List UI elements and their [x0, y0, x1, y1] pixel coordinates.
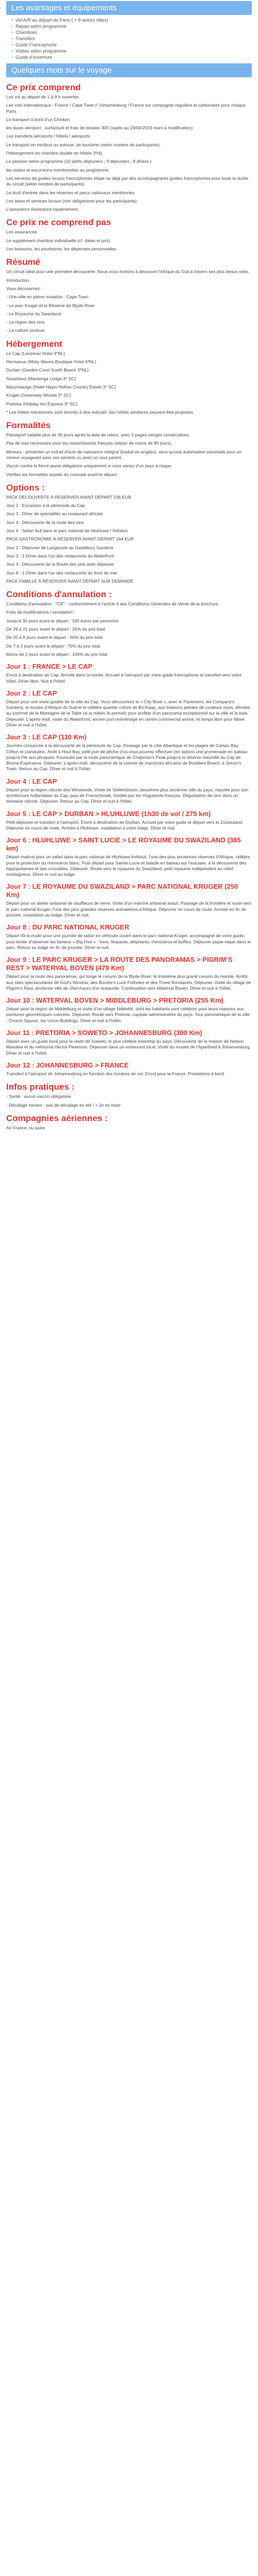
section-paragraph: Jour 4 : Découverte de la Route des vins avec déjeuner	[6, 562, 115, 567]
section-title: Résumé	[6, 257, 41, 267]
section-title: Infos pratiques :	[6, 1082, 75, 1092]
section-paragraph: l'hébergement en chambre double en hôtels 3*nl).	[6, 150, 103, 156]
section-title: Ce prix comprend	[6, 82, 81, 92]
section-paragraph: La pension selon programme (10 petits déjeuners ; 9 déjeuners ; 8 dîners )	[6, 159, 152, 164]
section-paragraph: Jour 4 : Découverte de la route des vins	[6, 519, 84, 525]
highlight-item: • Chambres	[11, 29, 252, 36]
section-paragraph: Frais de modifications / annulation :	[6, 609, 75, 615]
section-paragraph: Vérifiez les formalités auprès du consulat avant le départ.	[6, 471, 118, 477]
section-paragraph: L'assurance Assistance rapatriement	[6, 207, 78, 212]
section-paragraph: De 29 à 21 jours avant le départ : 25% du prix total	[6, 626, 105, 632]
section-paragraph: Transfert à l'aéroport de Johannesburg en fonction des horaires de vol. Envol pour la France. Prestations à bord.	[6, 1071, 225, 1076]
tips-banner: Quelques mots sur le voyage	[6, 63, 252, 77]
section-paragraph: les taxes aéroport ; surfacturé et frais de dossier 300 (sujets au 19/04/2019 mars à modification)	[6, 125, 193, 131]
section-paragraph: Moins de 2 jours avant le départ : 100% du prix total	[6, 651, 108, 657]
section-paragraph: Jour 2 : Excursion à la péninsule du Cap	[6, 503, 85, 509]
section-title: Conditions d'annulation :	[6, 589, 112, 600]
day-title: Jour 11 : PRETORIA > SOWETO > JOHANNESBURG (300 Km)	[6, 1029, 202, 1037]
section-paragraph: Les taxes et services locaux (non obligatoires pour les participants).	[6, 198, 138, 204]
section-paragraph: Le Cap (Lanzerac Hotel 4*NL)	[6, 350, 65, 356]
highlight-item: • Repas selon programme	[11, 23, 252, 29]
day-title: Jour 8 : DU PARC NATIONAL KRUGER	[6, 923, 130, 931]
highlight-item: • Vol A/R au départ de Paris ( + 8 autres villes)	[11, 17, 252, 23]
section-paragraph: Journée consacrée à la découverte de la péninsule du Cap. Passage par la côte Atlantique et les plages de Camps Bay, Clifton et Llandudno. Arrêt à Hout Bay, petit port de pêche d'où vous pourrez effectuer (en option) une promenade en bateau jusqu'à l'île aux phoques. Poursuite par la route panoramique de Chapman's Peak jusqu'à la réserve naturelle du Cap de Bonne-Espérance. Déjeuner. L'après-midi, découverte de la colonie de manchots africains de Boulders Beach, à Simon's Town. Retour au Cap. Dîner et nuit à l'hôtel.	[6, 743, 248, 772]
section-paragraph: Mineurs : présenter un extrait d'acte de naissance intégral (traduit en anglais), ainsi qu'une autorisation parentale pour un mineur voyageant sans ses parents ou avec un seul parent.	[6, 449, 241, 460]
section-paragraph: Départ pour la région viticole des Winelands. Visite de Stellenbosch, deuxième plus ancienne ville du pays, réputée pour son architecture hollandaise du Cap, puis de Franschhoek, fondée par les Huguenots français. Dégustation de vins dans un domaine viticole. Déjeuner. Retour au Cap. Dîner et nuit à l'hôtel.	[6, 787, 249, 804]
day-title: Jour 3 : LE CAP (110 Km)	[6, 733, 87, 741]
day-title: Jour 5 : LE CAP > DURBAN > HLUHLUWE (1h30 de vol / 275 km)	[6, 809, 211, 818]
section-paragraph: Départ avec un guide local pour la visite de Soweto, le plus célèbre township du pays. Découverte de la maison de Nelson Mandela et du mémorial Hector Pieterson. Déjeuner dans un restaurant local. Visite du musée de l'Apartheid à Johannesburg. Dîner et nuit à l'hôtel.	[6, 1039, 251, 1056]
section-paragraph: PACK FAMILLE À RÉSERVER AVANT DÉPART SUR DEMANDE	[6, 578, 134, 584]
section-title: Ce prix ne comprend pas	[6, 217, 111, 228]
section-paragraph: Jour 8 : 1 Dîner dans l'un des restaurants du front de mer	[6, 570, 118, 575]
section-paragraph: * Les hôtels mentionnés sont donnés à titre indicatif, des hôtels similaires peuvent être proposés	[6, 409, 194, 415]
section-paragraph: Départ matinal pour un safari dans le parc national de Hluhluwe-Imfolozi, l'une des plus anciennes réserves d'Afrique, célèbre pour la protection du rhinocéros blanc. Puis départ pour Sainte-Lucie et balade en bateau sur l'estuaire, à la découverte des hippopotames et des crocodiles. Déjeuner. Route vers le royaume du Swaziland, petit royaume indépendant au relief montagneux. Dîner et nuit au lodge.	[6, 854, 250, 877]
section-paragraph: Départ pour une visite guidée de la ville du Cap. Vous découvrirez le « City Bowl », avec le Parlement, les Company's Gardens, le musée d'Afrique du Sud et le célèbre quartier coloré de Bo-Kaap, aux maisons peintes de couleurs vives. Montée au sommet de la Montagne de la Table (si la météo le permet) pour profiter d'un panorama exceptionnel sur la ville et la baie. Déjeuner. L'après-midi, visite du Waterfront, ancien port réaménagé en centre commercial animé, et temps libre pour flâner. Dîner et nuit à l'hôtel.	[6, 699, 250, 727]
day-title: Jour 7 : LE ROYAUME DU SWAZILAND > PARC NATIONAL KRUGER (250 Km)	[6, 883, 238, 899]
section-paragraph: Les boissons, les pourboires, les dépenses personnelles	[6, 246, 117, 252]
section-paragraph: Durban (Garden Court South Beach 3*NL)	[6, 367, 89, 373]
section-paragraph: Les assurances	[6, 229, 37, 235]
day-title: Jour 1 : FRANCE > LE CAP	[6, 663, 93, 671]
section-paragraph: Jour 2 : 1 Dîner dans l'un des restaurants du Waterfront	[6, 553, 115, 558]
section-paragraph: - La culture zouloue	[6, 328, 45, 333]
section-paragraph: Pas de visa nécessaire pour les ressortissants français (séjour de moins de 90 jours).	[6, 440, 172, 446]
page-content	[0, 1, 258, 1131]
section-paragraph: Le supplément chambre individuelle (cf. dates et prix)	[6, 238, 110, 243]
section-paragraph: Le transport en minibus ou autocar, de tourisme (selon nombre de participants).	[6, 142, 161, 147]
section-paragraph: Jour 6 : Safari 4x4 dans le parc national de Hluhluwe / Imfolozi	[6, 528, 128, 534]
day-title: Jour 9 : LE PARC KRUGER > LA ROUTE DES PANORAMAS > PIGRIM'S REST > WATERVAL BOVEN (470 Km)	[6, 956, 233, 972]
section-paragraph: De 20 à 8 jours avant le départ : 50% du prix total	[6, 635, 103, 640]
section-paragraph: Départ pour la route des panoramas, qui longe le canyon de la Blyde River, le troisième plus grand canyon du monde. Arrêts aux sites spectaculaires de God's Window, des Bourke's Luck Potholes et des Three Rondavels. Déjeuner. Visite du village de Pilgrim's Rest, ancienne ville de chercheurs d'or restaurée. Continuation vers Waterval Boven. Dîner et nuit à l'hôtel.	[6, 974, 251, 991]
section-paragraph: Passeport valable plus de 30 jours après la date de retour, avec 2 pages vierges consécutives.	[6, 432, 190, 438]
day-title: Jour 4 : LE CAP	[6, 777, 57, 785]
section-paragraph: Conditions d'annulation : "CR" - conformément à l'article 4 des Conditions Générales de Vente de la brochure.	[6, 601, 220, 607]
section-title: Formalités	[6, 420, 51, 431]
highlight-item: • Guide d'ouverture	[11, 54, 252, 60]
day-title: Jour 2 : LE CAP	[6, 689, 57, 697]
section-title: Hébergement	[6, 338, 62, 349]
highlights-banner: Les avantages et équipements	[6, 1, 252, 15]
section-paragraph: Le transport à bord d'un Chicken	[6, 116, 70, 122]
section-paragraph: Air France, ou autre	[6, 1125, 45, 1130]
section-paragraph: - Santé : aucun vaccin obligatoire	[6, 1094, 71, 1099]
highlight-item: • Transfers	[11, 36, 252, 42]
section-paragraph: Les vol au départ de 1 à 9 h ouvertes.	[6, 94, 80, 99]
section-paragraph: Jour 2 : Déjeuner de Langouste au Gastebury Gardens	[6, 545, 114, 550]
section-paragraph: Pretoria (Holiday Inn Express 3* SC)	[6, 401, 77, 406]
section-paragraph: Les transferts aéroports / hôtels / aéroports	[6, 133, 90, 139]
section-paragraph: Départ pour un atelier artisanal de souffleurs de verre. Visite d'un marché artisanal swazi. Passage de la frontière et route vers le parc national Kruger, l'une des plus grandes réserves animalières d'Afrique. Déjeuner en cours de route. Arrivée en fin de journée, installation au lodge. Dîner et nuit.	[6, 901, 252, 918]
section-paragraph: Vous découvrirez :	[6, 285, 42, 291]
section-paragraph: PACK DÉCOUVERTE À RÉSERVER AVANT DÉPART 236 EUR	[6, 494, 132, 500]
section-paragraph: Vaccin contre la fièvre jaune obligatoire uniquement si vous venez d'un pays à risque.	[6, 463, 172, 469]
section-paragraph: De 7 à 2 jours avant le départ : 75% du prix total	[6, 643, 100, 649]
section-paragraph: - Le parc Kruger et la Réserve de Blyde River	[6, 302, 95, 308]
section-paragraph: Le droit d'entrée dans les réserves et parcs nationaux mentionnés	[6, 190, 135, 195]
section-title: Compagnies aériennes :	[6, 1113, 108, 1123]
highlight-item: • Guide Francophone	[11, 42, 252, 48]
section-paragraph: Départ tôt le matin pour une journée de safari en véhicule ouvert dans le parc national Kruger, accompagné de votre guide, pour tenter d'observer les fameux « Big Five » : lions, léopards, éléphants, rhinocéros et buffles. Déjeuner pique-nique dans le parc. Retour au lodge en fin de journée. Dîner et nuit.	[6, 933, 251, 950]
section-paragraph: Les vols internationaux : France / Cape Town // Johannesburg / France sur compagnie régulière et carbonatés pour chaque Paris	[6, 103, 246, 114]
section-paragraph: Envol à destination du Cap. Arrivée dans la soirée. Accueil à l'aéroport par votre guide francophone et transfert vers votre hôtel. Dîner libre. Nuit à l'hôtel.	[6, 672, 241, 684]
highlights-list	[6, 17, 252, 60]
section-paragraph: Kruger (Greenway Woods 3* SC)	[6, 393, 71, 398]
section-paragraph: Mpumalanga (Hotel Hippo Hollow Country Estate 3* SC)	[6, 384, 116, 389]
day-title: Jour 6 : HLUHLUWE > SAINT LUCIE > LE ROYAUME DU SWAZILAND (385 km)	[6, 836, 241, 853]
section-paragraph: - La région des vins	[6, 319, 45, 325]
day-title: Jour 12 : JOHANNESBURG > FRANCE	[6, 1061, 129, 1069]
section-title: Options :	[6, 482, 45, 493]
section-paragraph: Jour 3 : Dîner de spécialités au restaurant africain	[6, 511, 103, 517]
section-paragraph: Introduction	[6, 277, 29, 283]
highlight-item: • Visites selon programme	[11, 48, 252, 54]
program-sections	[6, 82, 252, 1131]
section-paragraph: Départ pour la région de Middelburg et visite d'un village Ndébélé, dont les habitants sont célèbres pour leurs maisons aux peintures géométriques colorées. Déjeuner. Route vers Pretoria, capitale administrative du pays. Tour panoramique de la ville : Church Square, les Union Buildings. Dîner et nuit à l'hôtel.	[6, 1006, 250, 1023]
section-paragraph: Hermanus (Misty Waves Boutique Hotel 4*NL)	[6, 359, 96, 365]
section-paragraph: - Une ville en pleine mutation : Cape Town	[6, 294, 89, 300]
section-paragraph: Les services de guides locaux francophones étape ou déjà par des accompagnants guides francophones pour toute la durée du circuit (selon nombre de participants).	[6, 175, 249, 187]
section-paragraph: Petit déjeuner et transfert à l'aéroport. Envol à destination de Durban. Accueil par votre guide et départ vers le Zoulouland. Déjeuner en cours de route. Arrivée à Hluhluwe, installation à votre lodge. Dîner et nuit.	[6, 819, 244, 831]
section-paragraph: Un circuit idéal pour une première découverte. Nous vous invitons à découvrir l'Afrique du Sud à travers ses plus beaux sites.	[6, 269, 250, 275]
section-paragraph: PACK GASTRONOMIE À RÉSERVER AVANT DÉPART 164 EUR	[6, 536, 134, 542]
section-paragraph: - Décalage horaire : pas de décalage en été / + 1h en hiver	[6, 1102, 121, 1108]
day-title: Jour 10 : WATERVAL BOVEN > MIDDLEBURG > PRETORIA (255 Km)	[6, 996, 223, 1005]
section-paragraph: Jusqu'à 30 jours avant le départ : 100 euros par personne	[6, 618, 119, 623]
section-paragraph: Swaziland (Mantenga Lodge 3* SC)	[6, 376, 76, 381]
section-paragraph: les visites et excursions mentionnées au programme.	[6, 167, 110, 173]
section-paragraph: - Le Royaume du Swaziland	[6, 311, 61, 316]
